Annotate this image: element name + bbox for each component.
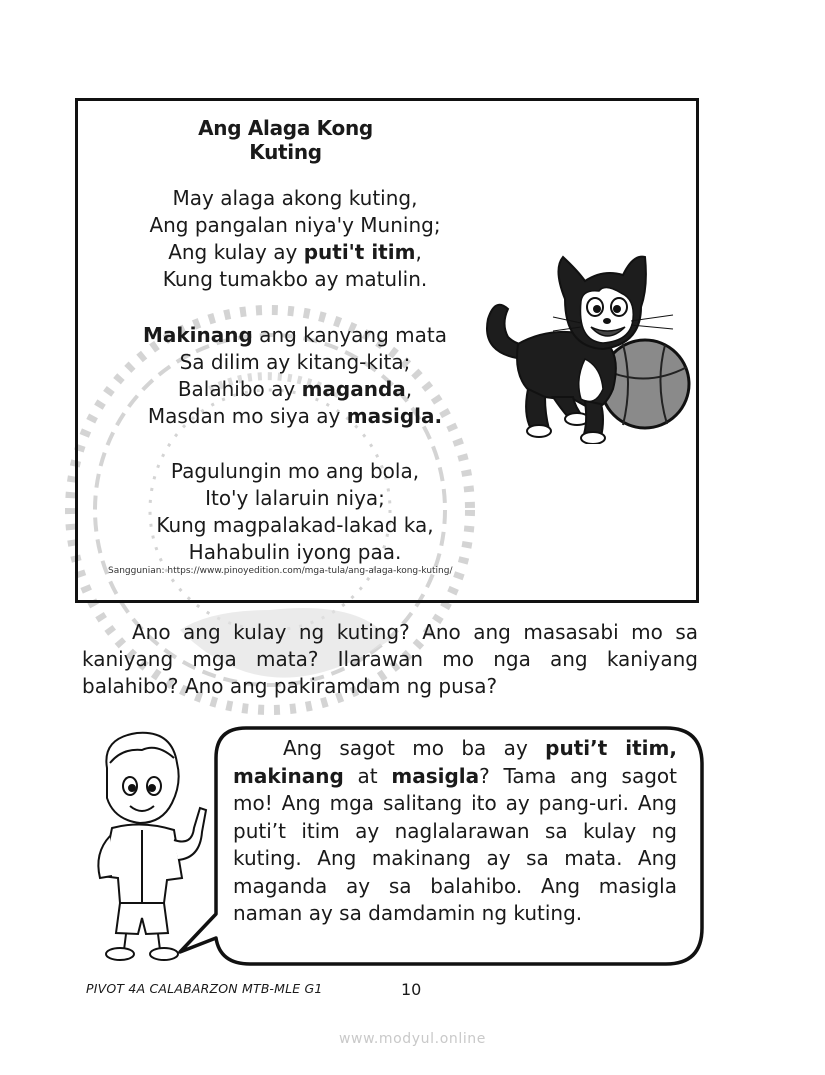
- page-number: 10: [401, 980, 422, 999]
- highlight-word: masigla: [391, 763, 480, 788]
- poem-line: May alaga akong kuting,: [172, 186, 418, 210]
- poem-line: Masdan mo siya ay masigla.: [147, 404, 443, 428]
- poem-line: Ito'y lalaruin niya;: [205, 486, 385, 510]
- poem-line: Ang pangalan niya'y Muning;: [149, 213, 441, 237]
- highlight-word: puti't itim: [303, 240, 416, 264]
- cat-with-ball-illustration: [473, 249, 693, 444]
- highlight-word: maganda: [301, 377, 406, 401]
- poem-line: Ang kulay ay puti't itim,: [168, 240, 422, 264]
- highlight-word: puti’t itim,: [545, 736, 677, 760]
- poem-line: Kung magpalakad-lakad ka,: [156, 513, 434, 537]
- poem-box: [75, 98, 699, 603]
- poem-source: Sanggunian: https://www.pinoyedition.com/mga-tula/ang-alaga-kong-kuting/: [108, 566, 453, 576]
- highlight-word: masigla.: [346, 404, 443, 428]
- poem-stanza-3: [130, 458, 460, 566]
- question-paragraph: Ano ang kulay ng kuting? Ano ang masasabi mo sa kaniyang mga mata? Ilarawan mo nga ang kaniyang balahibo? Ano ang pakiramdam ng pusa?: [82, 620, 698, 698]
- poem-title: Ang Alaga Kong Kuting: [198, 116, 373, 164]
- highlight-word: Makinang: [142, 323, 253, 347]
- poem-line: Hahabulin iyong paa.: [188, 540, 402, 564]
- poem-stanza-2: [130, 322, 460, 430]
- footer-module-label: PIVOT 4A CALABARZON MTB-MLE G1: [86, 981, 323, 996]
- poem-stanza-1: [130, 185, 460, 293]
- poem-line: Kung tumakbo ay matulin.: [162, 267, 428, 291]
- answer-paragraph: Ang sagot mo ba ay puti’t itim, makinang at masigla? Tama ang sagot mo! Ang mga salitang ito ay pang-uri. Ang puti’t itim ay naglalarawan sa kulay ng kuting. Ang makinang ay sa mata. Ang maganda ay sa balahibo. Ang masigla naman ay sa damdamin ng kuting.: [233, 736, 678, 925]
- poem-line: Sa dilim ay kitang-kita;: [179, 350, 411, 374]
- highlight-word: makinang: [233, 763, 344, 788]
- poem-line: Pagulungin mo ang bola,: [170, 459, 420, 483]
- poem-line: Balahibo ay maganda,: [177, 377, 413, 401]
- site-watermark: www.modyul.online: [338, 1031, 486, 1047]
- poem-line: Makinang ang kanyang mata: [142, 323, 447, 347]
